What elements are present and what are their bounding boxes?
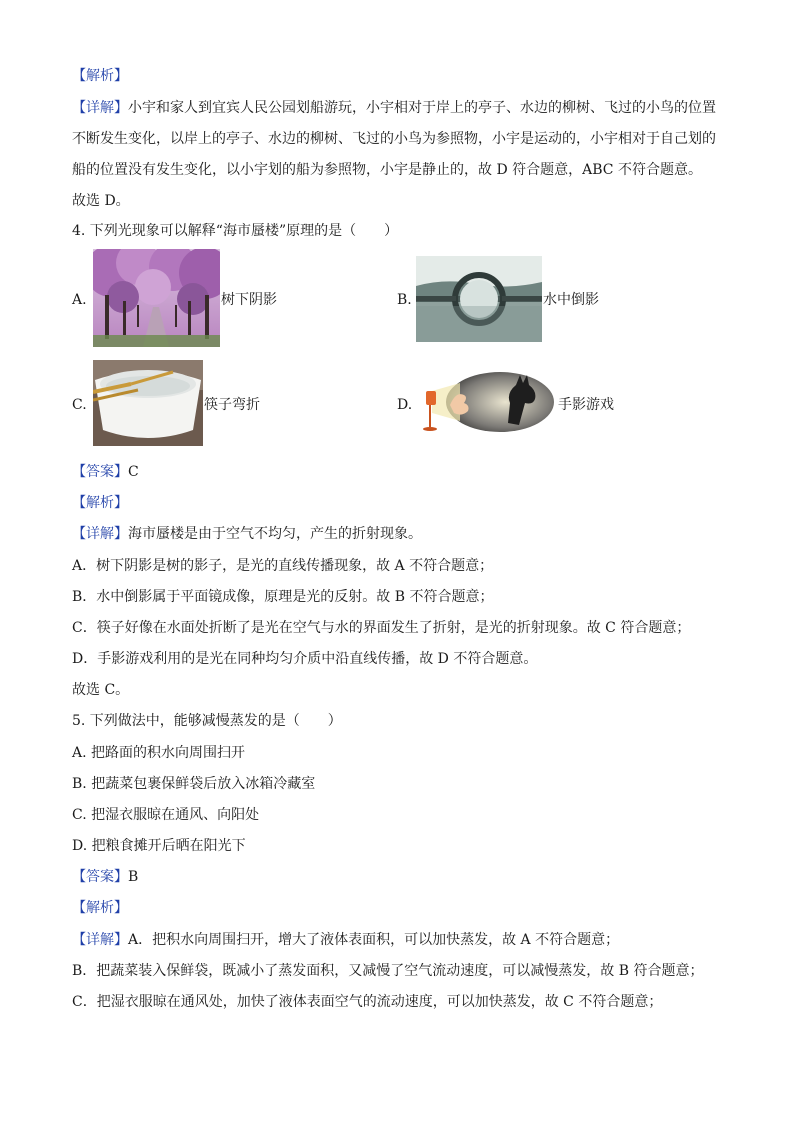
option-a-letter: A. bbox=[72, 292, 87, 308]
detail-paragraph-line bbox=[72, 930, 619, 950]
option-b-letter: B. bbox=[397, 292, 412, 308]
question-4-stem: 4. 下列光现象可以解释“海市蜃楼”原理的是（ ） bbox=[72, 223, 399, 239]
detail-heading: 【详解】 bbox=[72, 526, 128, 542]
explanation-line: A．树下阴影是树的影子，是光的直线传播现象，故 A 不符合题意； bbox=[72, 558, 494, 574]
explanation-line: C．把湿衣服晾在通风处，加快了液体表面空气的流动速度，可以加快蒸发，故 C 不符合题意； bbox=[72, 994, 663, 1010]
detail-paragraph-line: 不断发生变化，以岸上的亭子、水边的柳树、飞过的小鸟为参照物，小宇是运动的，小宇相对于自己划的 bbox=[72, 131, 716, 147]
option-d-letter: D. bbox=[397, 397, 413, 413]
conclusion-text: 故选 C。 bbox=[72, 682, 130, 698]
analysis-heading: 【解析】 bbox=[72, 900, 128, 916]
tree-shade-photo bbox=[93, 249, 220, 347]
answer-heading: 【答案】 bbox=[72, 869, 128, 885]
option-c-letter: C. bbox=[72, 397, 87, 413]
q5-option-d: D. 把粮食摊开后晒在阳光下 bbox=[72, 838, 246, 854]
detail-text: A．把积水向周围扫开，增大了液体表面积，可以加快蒸发，故 A 不符合题意； bbox=[128, 932, 620, 948]
question-5-stem: 5. 下列做法中，能够减慢蒸发的是（ ） bbox=[72, 713, 342, 729]
explanation-line: B．水中倒影属于平面镜成像，原理是光的反射。故 B 不符合题意； bbox=[72, 589, 494, 605]
analysis-heading: 【解析】 bbox=[72, 68, 128, 84]
detail-heading: 【详解】 bbox=[72, 100, 128, 116]
hand-shadow-illustration bbox=[420, 369, 554, 435]
bridge-reflection-photo bbox=[416, 256, 542, 342]
answer-line bbox=[72, 462, 139, 482]
detail-paragraph-line bbox=[72, 524, 422, 544]
explanation-line: D．手影游戏利用的是光在同种均匀介质中沿直线传播，故 D 不符合题意。 bbox=[72, 651, 538, 667]
option-a-caption: 树下阴影 bbox=[221, 292, 277, 308]
detail-text: 小宇和家人到宜宾人民公园划船游玩，小宇相对于岸上的亭子、水边的柳树、飞过的小鸟的位置 bbox=[128, 100, 716, 116]
answer-line bbox=[72, 867, 138, 887]
explanation-line: B．把蔬菜装入保鲜袋，既减小了蒸发面积，又减慢了空气流动速度，可以减慢蒸发，故 B 符合题意； bbox=[72, 963, 704, 979]
answer-heading: 【答案】 bbox=[72, 464, 128, 480]
q5-option-b: B. 把蔬菜包裹保鲜袋后放入冰箱冷藏室 bbox=[72, 776, 316, 792]
answer-value: B bbox=[128, 869, 139, 885]
explanation-line: C．筷子好像在水面处折断了是光在空气与水的界面发生了折射，是光的折射现象。故 C 符合题意； bbox=[72, 620, 691, 636]
analysis-heading: 【解析】 bbox=[72, 495, 128, 511]
detail-text: 海市蜃楼是由于空气不均匀，产生的折射现象。 bbox=[128, 526, 422, 542]
detail-paragraph-line: 船的位置没有发生变化，以小宇划的船为参照物，小宇是静止的，故 D 符合题意，ABC 不符合题意。 bbox=[72, 162, 702, 178]
q5-option-a: A. 把路面的积水向周围扫开 bbox=[72, 745, 246, 761]
q5-option-c: C. 把湿衣服晾在通风、向阳处 bbox=[72, 807, 260, 823]
option-c-caption: 筷子弯折 bbox=[204, 397, 260, 413]
conclusion-text: 故选 D。 bbox=[72, 193, 130, 209]
detail-paragraph-line bbox=[72, 98, 716, 118]
option-d-caption: 手影游戏 bbox=[558, 397, 614, 413]
answer-value: C bbox=[128, 464, 139, 480]
option-b-caption: 水中倒影 bbox=[543, 292, 599, 308]
detail-heading: 【详解】 bbox=[72, 932, 128, 948]
chopstick-bowl-photo bbox=[93, 360, 203, 446]
